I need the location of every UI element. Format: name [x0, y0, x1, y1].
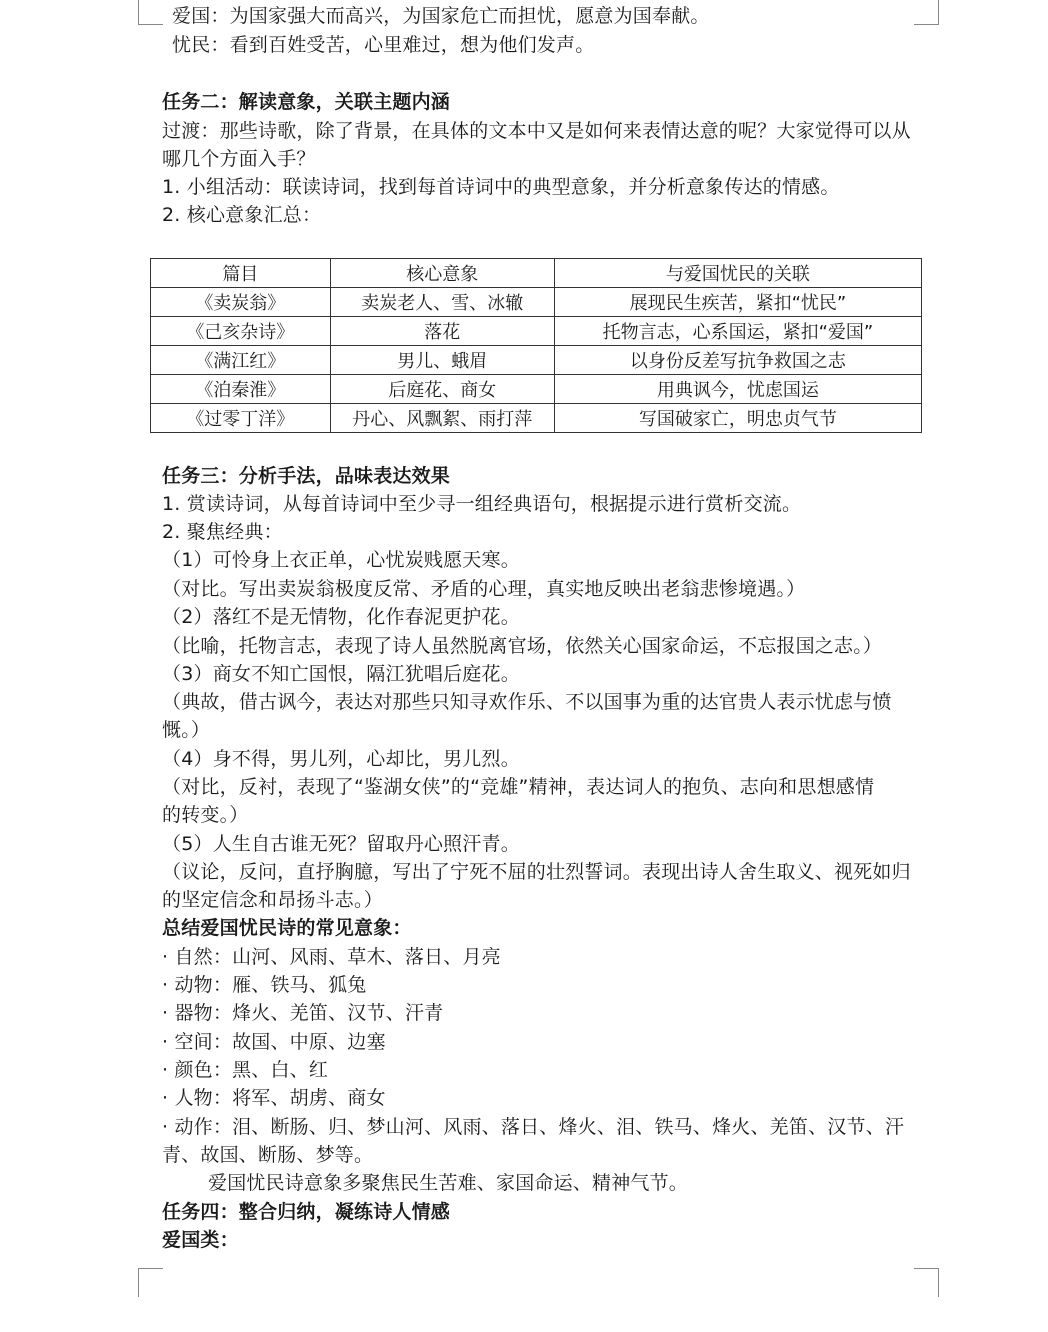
- table-row: [151, 288, 922, 317]
- task4-title: 任务四：整合归纳，凝练诗人情感: [162, 1201, 451, 1223]
- task2-title: 任务二：解读意象，关联主题内涵: [162, 91, 451, 113]
- table-cell: 《卖炭翁》: [151, 288, 331, 317]
- summary-bullet: · 颜色：黑、白、红: [162, 1059, 329, 1081]
- task3-title: 任务三：分析手法，品味表达效果: [162, 465, 451, 487]
- page-corner-mark: [914, 1268, 939, 1297]
- table-cell: 《己亥杂诗》: [151, 317, 331, 346]
- summary-bullet: · 器物：烽火、羌笛、汉节、汗青: [162, 1002, 444, 1024]
- summary-bullet: · 动作：泪、断肠、归、梦山河、风雨、落日、烽火、泪、铁马、烽火、羌笛、汉节、汗: [162, 1116, 905, 1138]
- quote-note-4: （对比，反衬，表现了“鉴湖女侠”的“竞雄”精神，表达词人的抱负、志向和思想感情: [162, 776, 875, 798]
- table-header: 核心意象: [330, 259, 554, 288]
- quote-note-5-cont: 的坚定信念和昂扬斗志。）: [162, 889, 383, 911]
- quote-5: （5）人生自古谁无死？留取丹心照汗青。: [162, 833, 520, 855]
- page-corner-mark: [138, 0, 163, 25]
- task3-step1: 1. 赏读诗词，从每首诗词中至少寻一组经典语句，根据提示进行赏析交流。: [162, 493, 802, 515]
- table-row: [151, 317, 922, 346]
- table-cell: 《泊秦淮》: [151, 375, 331, 404]
- task2-transition: 过渡：那些诗歌，除了背景，在具体的文本中又是如何来表情达意的呢？大家觉得可以从: [162, 120, 911, 142]
- quote-note-4-cont: 的转变。）: [162, 804, 249, 826]
- summary-bullet-cont: 青、故国、断肠、梦等。: [162, 1144, 374, 1166]
- table-cell: 男儿、蛾眉: [330, 346, 554, 375]
- quote-note-3: （典故，借古讽今，表达对那些只知寻欢作乐、不以国事为重的达官贵人表示忧虑与愤: [162, 691, 892, 713]
- table-header-row: [151, 259, 922, 288]
- quote-note-2: （比喻，托物言志，表现了诗人虽然脱离官场，依然关心国家命运，不忘报国之志。）: [162, 635, 883, 657]
- summary-bullet: · 空间：故国、中原、边塞: [162, 1031, 386, 1053]
- table-cell: 展现民生疾苦，紧扣“忧民”: [554, 288, 921, 317]
- quote-note-5: （议论，反问，直抒胸臆，写出了宁死不屈的壮烈誓词。表现出诗人舍生取义、视死如归: [162, 861, 911, 883]
- table-cell: 卖炭老人、雪、冰辙: [330, 288, 554, 317]
- task2-step2: 2. 核心意象汇总：: [162, 204, 322, 226]
- page-corner-mark: [914, 0, 939, 25]
- page-corner-mark: [138, 1268, 163, 1297]
- table-cell: 落花: [330, 317, 554, 346]
- quote-2: （2）落红不是无情物，化作春泥更护花。: [162, 606, 520, 628]
- summary-bullet: · 人物：将军、胡虏、商女: [162, 1087, 386, 1109]
- table-cell: 托物言志，心系国运，紧扣“爱国”: [554, 317, 921, 346]
- table-cell: 用典讽今，忧虑国运: [554, 375, 921, 404]
- table-row: [151, 375, 922, 404]
- table-row: [151, 404, 922, 433]
- task2-transition-cont: 哪几个方面入手？: [162, 148, 316, 170]
- intro-youmin: 忧民：看到百姓受苦，心里难过，想为他们发声。: [172, 34, 595, 56]
- table-header: 篇目: [151, 259, 331, 288]
- table-row: [151, 346, 922, 375]
- table-cell: 以身份反差写抗争救国之志: [554, 346, 921, 375]
- task2-step1: 1. 小组活动：联读诗词，找到每首诗词中的典型意象，并分析意象传达的情感。: [162, 176, 840, 198]
- table-cell: 丹心、风飘絮、雨打萍: [330, 404, 554, 433]
- table-header: 与爱国忧民的关联: [554, 259, 921, 288]
- summary-conclusion: 爱国忧民诗意象多聚焦民生苦难、家国命运、精神气节。: [208, 1172, 689, 1194]
- table-cell: 《过零丁洋》: [151, 404, 331, 433]
- task3-step2: 2. 聚焦经典：: [162, 521, 283, 543]
- intro-aiguo: 爱国：为国家强大而高兴，为国家危亡而担忧，愿意为国奉献。: [172, 5, 710, 27]
- quote-4: （4）身不得，男儿列，心却比，男儿烈。: [162, 748, 520, 770]
- table-cell: 写国破家亡，明忠贞气节: [554, 404, 921, 433]
- table-cell: 《满江红》: [151, 346, 331, 375]
- quote-1: （1）可怜身上衣正单，心忧炭贱愿天寒。: [162, 549, 520, 571]
- quote-note-3-cont: 慨。）: [162, 719, 211, 741]
- imagery-table: [150, 258, 922, 433]
- summary-bullet: · 自然：山河、风雨、草木、落日、月亮: [162, 946, 501, 968]
- quote-3: （3）商女不知亡国恨，隔江犹唱后庭花。: [162, 663, 520, 685]
- quote-note-1: （对比。写出卖炭翁极度反常、矛盾的心理，真实地反映出老翁悲惨境遇。）: [162, 578, 806, 600]
- summary-title: 总结爱国忧民诗的常见意象：: [162, 917, 412, 939]
- table-cell: 后庭花、商女: [330, 375, 554, 404]
- summary-bullet: · 动物：雁、铁马、狐兔: [162, 974, 367, 996]
- task4-sub: 爱国类：: [162, 1229, 239, 1251]
